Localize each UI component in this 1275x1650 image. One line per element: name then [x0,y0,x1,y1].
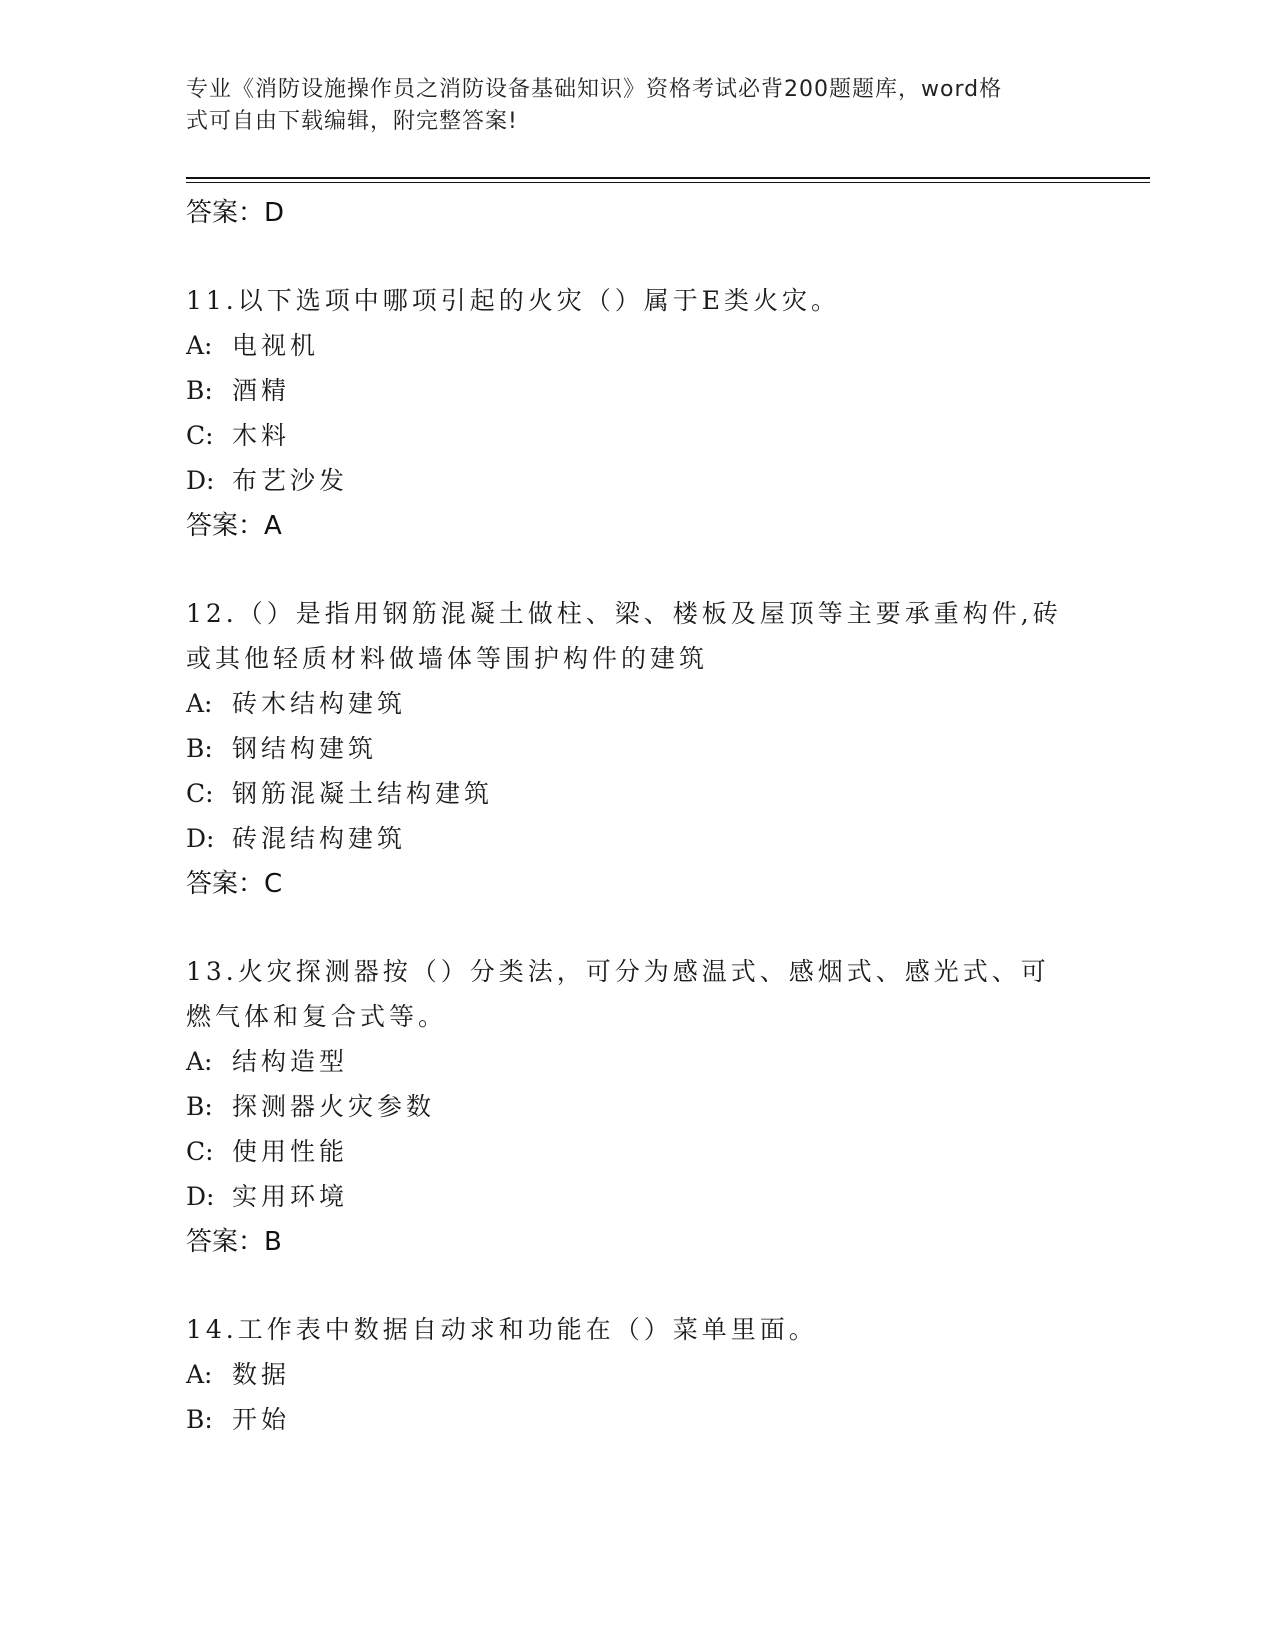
option-letter: D: [186,466,215,495]
option-a [186,681,1066,726]
question-number: 14. [186,1315,238,1344]
header-line-1: 专业《消防设施操作员之消防设备基础知识》资格考试必背200题题库，word格 [186,77,1003,102]
header-line-2: 式可自由下载编辑，附完整答案! [186,109,518,134]
document-header [186,74,1066,138]
option-text: 电视机 [232,331,320,360]
option-text: 开始 [232,1405,291,1434]
header-divider-thin [186,182,1150,183]
option-c [186,1129,1066,1174]
question-number: 12. [186,599,238,628]
option-letter: C: [186,421,214,450]
question-list [186,190,1066,1442]
option-letter: B: [186,1092,213,1121]
option-d [186,458,1066,503]
option-b [186,726,1066,771]
question-text: 13.火灾探测器按（）分类法，可分为感温式、感烟式、感光式、可燃气体和复合式等。 [186,957,1050,1031]
option-text: 砖木结构建筑 [232,689,407,718]
option-b [186,368,1066,413]
option-text: 砖混结构建筑 [232,824,407,853]
option-text: 钢结构建筑 [232,734,378,763]
question-block [186,949,1066,1265]
option-a [186,323,1066,368]
option-b [186,1084,1066,1129]
option-letter: C: [186,779,214,808]
question-block [186,278,1066,549]
question-block [186,1307,1066,1442]
question-number: 11. [186,286,238,315]
question-block [186,591,1066,907]
option-letter: A: [186,689,213,718]
option-text: 结构造型 [232,1047,349,1076]
option-text: 钢筋混凝土结构建筑 [232,779,494,808]
option-a [186,1039,1066,1084]
option-letter: B: [186,376,213,405]
previous-answer: 答案：D [186,198,285,228]
option-letter: C: [186,1137,214,1166]
question-text: 11.以下选项中哪项引起的火灾（）属于E类火灾。 [186,286,841,315]
option-d [186,1174,1066,1219]
answer-line: 答案：A [186,511,282,541]
question-text: 14.工作表中数据自动求和功能在（）菜单里面。 [186,1315,818,1344]
option-letter: D: [186,1182,215,1211]
option-text: 酒精 [232,376,291,405]
option-text: 布艺沙发 [232,466,349,495]
answer-line: 答案：C [186,869,283,899]
option-d [186,816,1066,861]
option-letter: B: [186,734,213,763]
option-text: 探测器火灾参数 [232,1092,436,1121]
option-c [186,771,1066,816]
option-a [186,1352,1066,1397]
answer-line: 答案：B [186,1227,282,1257]
option-c [186,413,1066,458]
option-letter: A: [186,1360,213,1389]
header-divider-thick [186,177,1150,179]
option-text: 使用性能 [232,1137,349,1166]
question-number: 13. [186,957,238,986]
question-text: 12.（）是指用钢筋混凝土做柱、梁、楼板及屋顶等主要承重构件,砖或其他轻质材料做墙体等围护构件的建筑 [186,599,1062,673]
option-letter: A: [186,1047,213,1076]
option-text: 数据 [232,1360,291,1389]
option-letter: A: [186,331,213,360]
option-text: 木料 [232,421,291,450]
option-text: 实用环境 [232,1182,349,1211]
option-letter: B: [186,1405,213,1434]
option-b [186,1397,1066,1442]
option-letter: D: [186,824,215,853]
